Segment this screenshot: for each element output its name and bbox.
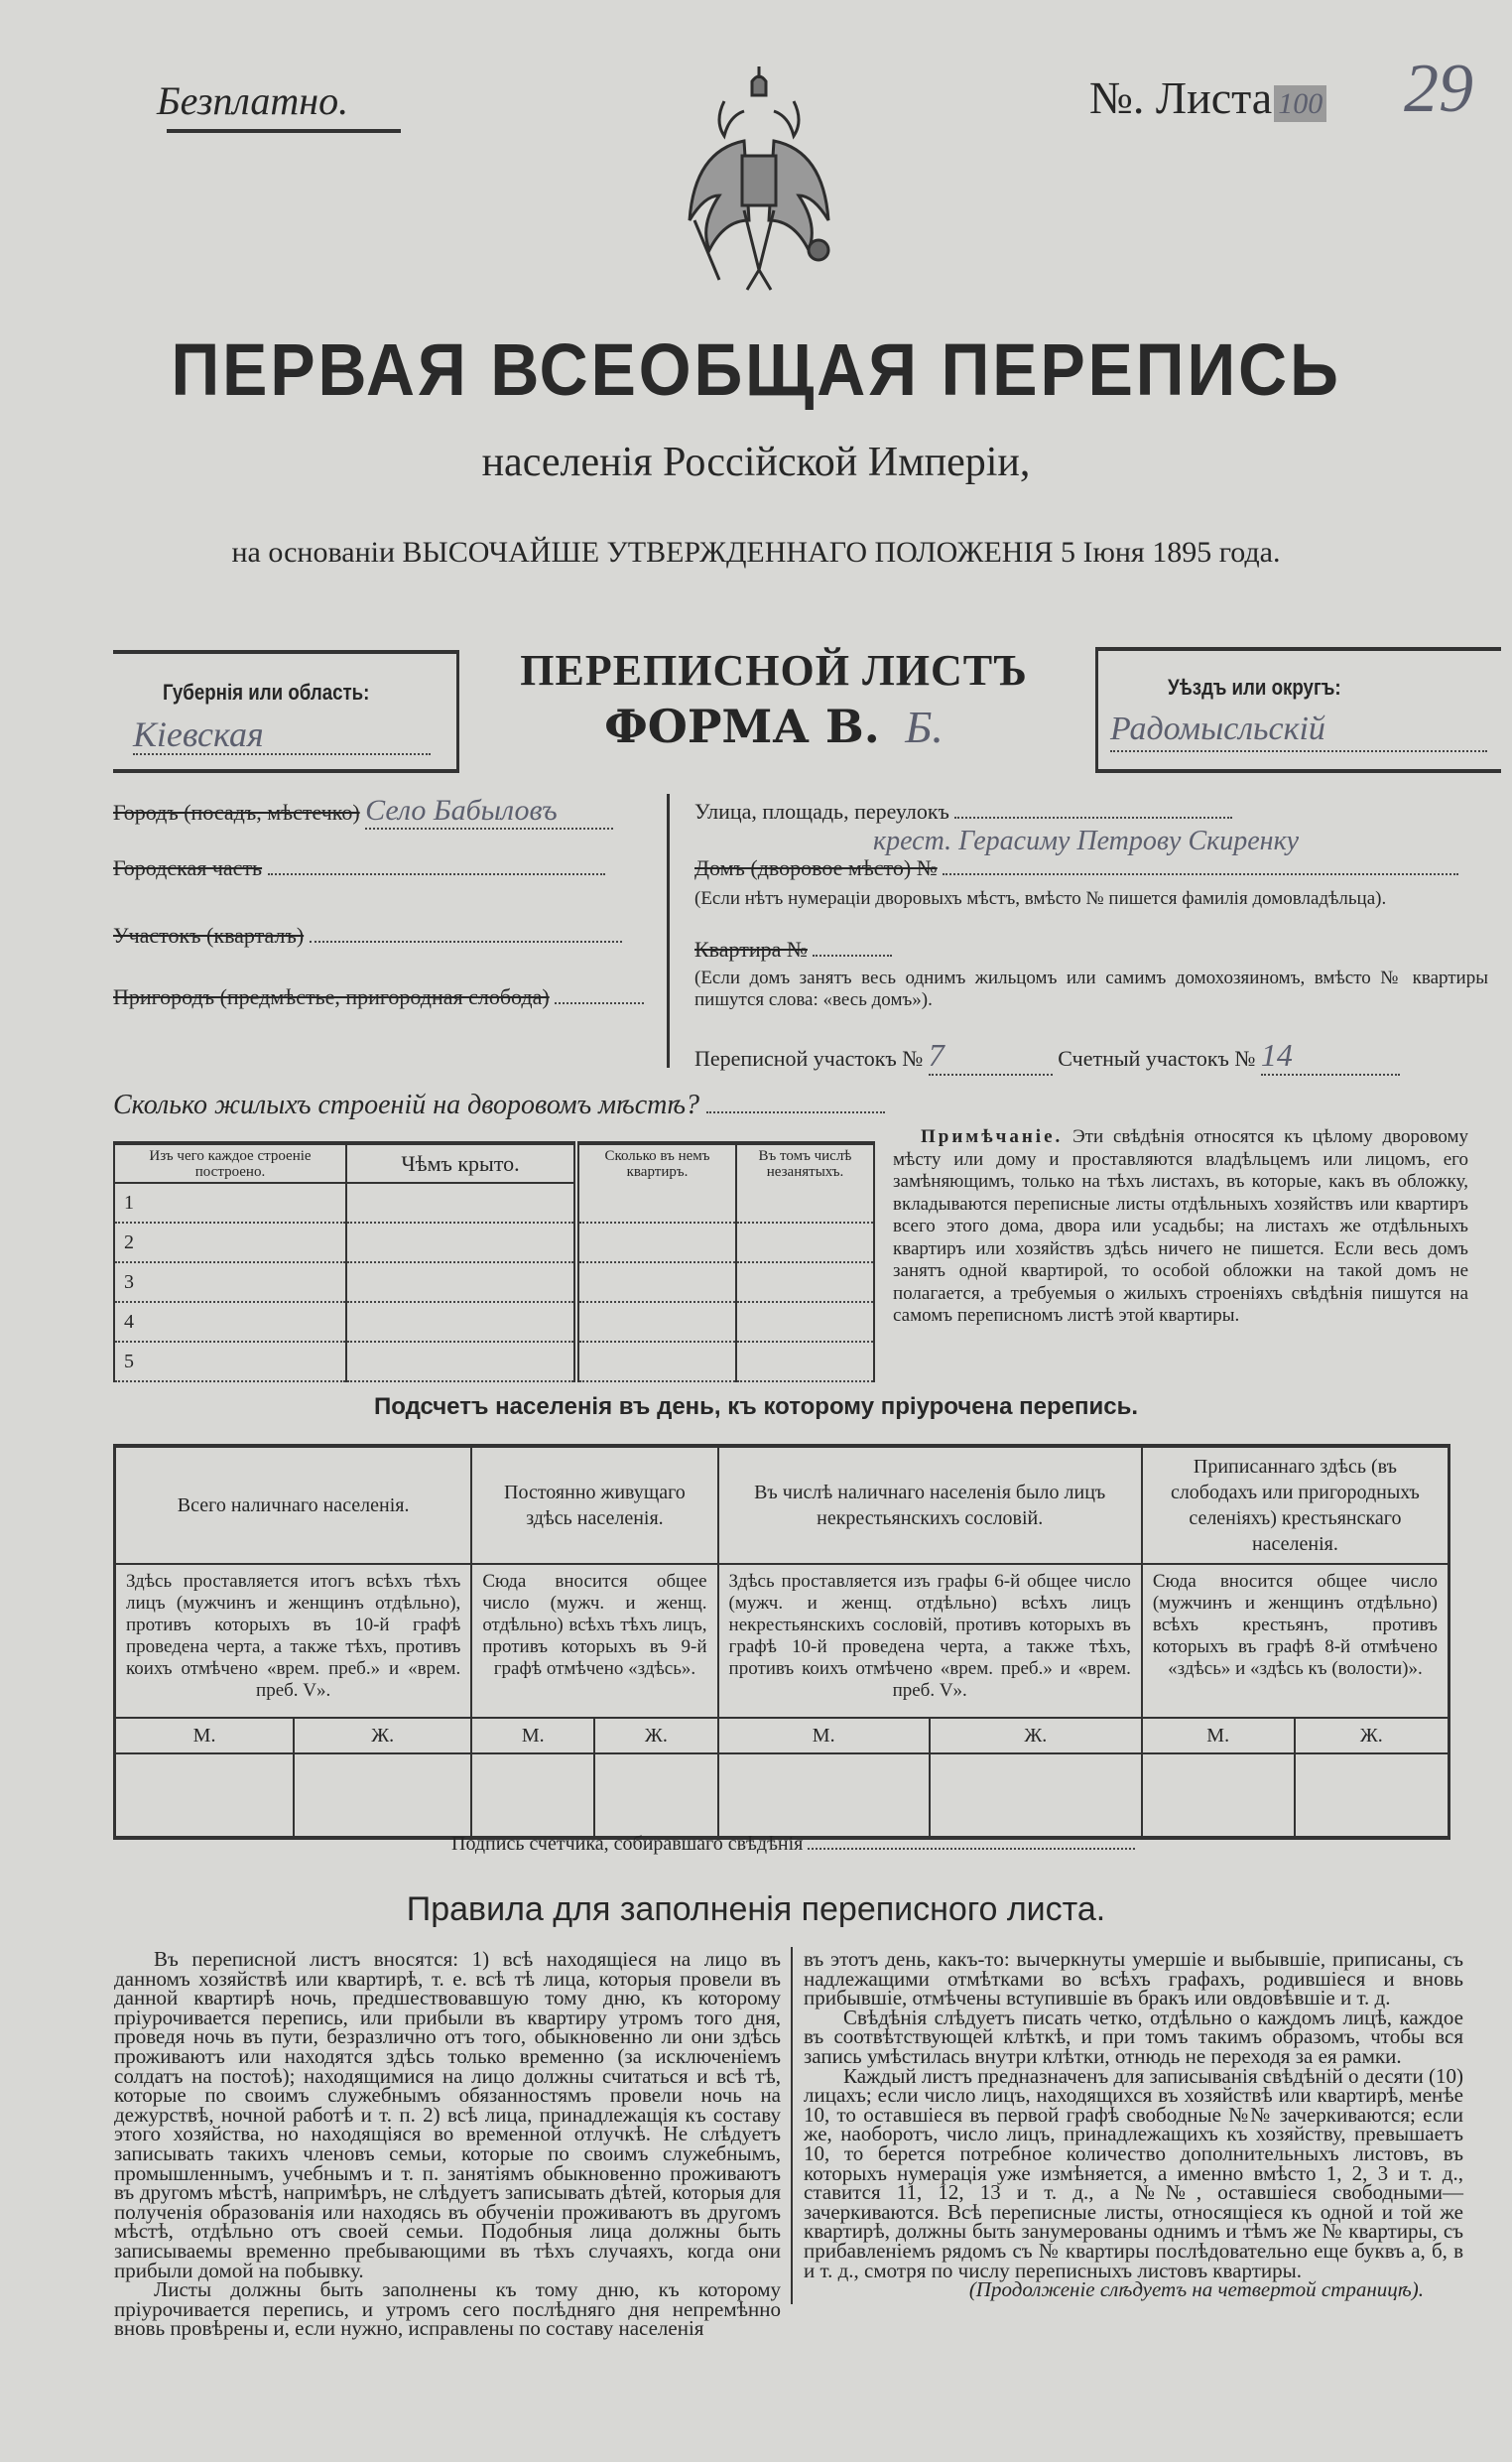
quarter-row [113,921,622,949]
form-handwritten: Б. [905,702,944,752]
census-district-label: Переписной участокъ № [694,1046,924,1071]
apartment-label: Квартира № [694,937,808,962]
street-field[interactable] [954,797,1232,819]
buildings-count-field[interactable] [706,1094,885,1113]
buildings-cell-vacant[interactable] [736,1262,874,1302]
rules-continued: (Продолженіе слѣдуетъ на четвертой страницѣ). [968,2277,1424,2302]
house-field[interactable] [943,853,1458,875]
uezd-box [1095,647,1501,773]
apartment-field[interactable] [813,935,892,957]
buildings-cell-vacant[interactable] [736,1302,874,1342]
count-column-header: Приписаннаго здѣсь (въ слободахъ или пригородныхъ селеніяхъ) крестьянскаго населенія. [1142,1446,1449,1564]
suburb-row [113,982,644,1010]
buildings-cell-material[interactable] [114,1183,346,1223]
quarter-label: Участокъ (кварталъ) [113,923,305,948]
page-number-handwritten: 29 [1404,51,1473,127]
form-label-row [466,700,1081,753]
gubernia-field[interactable]: Кіевская [133,713,431,755]
buildings-cell-roof[interactable] [346,1342,576,1381]
buildings-cell-apartments[interactable] [576,1223,736,1262]
census-district-row [694,1037,1400,1076]
note-text: Эти свѣдѣнія относятся къ цѣлому дворовому мѣсту или дому и проставляются владѣльцемъ или лицомъ, его замѣняющимъ, только на тѣхъ листахъ, въ которые, какъ въ обложку, вкладываются переписные листы отдѣльныхъ хозяйствъ или квартиръ всего этого дома, двора или усадьбы; на листахъ же отдѣльныхъ квартиръ или хозяйствъ здѣсь ничего не пишется. Если весь домъ занятъ одной квартирой, то особой обложки на такой домъ не полагается, а требуемыя о жилыхъ строеніяхъ свѣдѣнія пишутся на самомъ переписномъ листѣ этой квартиры. [893,1126,1468,1326]
count-district-field[interactable]: 14 [1261,1037,1400,1076]
district-row [113,853,605,881]
buildings-cell-vacant[interactable] [736,1223,874,1262]
rules-paragraph: Листы должны быть заполнены къ тому дню, къ которому пріурочивается перепись, и утромъ сего послѣдняго дня непремѣнно вновь провѣрены и, если нужно, исправлены по составу населенія [114,2277,781,2341]
buildings-cell-roof[interactable] [346,1183,576,1223]
house-note: (Если нѣтъ нумераціи дворовыхъ мѣстъ, вмѣсто № пишется фамилія домовладѣльца). [694,888,1387,909]
count-female-value-cell[interactable] [294,1753,471,1838]
buildings-cell-apartments[interactable] [576,1262,736,1302]
sheet-number-label: №. Листа [1089,72,1273,123]
census-title: ПЕРВАЯ ВСЕОБЩАЯ ПЕРЕПИСЬ [171,328,1341,411]
count-female-header: Ж. [1295,1718,1449,1753]
house-label: Домъ (дворовое мѣсто) № [694,855,938,880]
signature-field[interactable] [808,1832,1135,1850]
buildings-cell-material[interactable] [114,1223,346,1262]
buildings-header-roof: Чѣмъ крыто. [346,1143,576,1183]
count-column-description: Сюда вносится общее число (мужч. и женщ. отдѣльно) всѣхъ тѣхъ лицъ, противъ которыхъ въ 9-й графѣ отмѣчено «здѣсь». [471,1564,717,1718]
row-number: 3 [124,1270,134,1293]
census-district-field[interactable]: 7 [929,1037,1053,1076]
count-column-header: Въ числѣ наличнаго населенія было лицъ некрестьянскихъ сословій. [718,1446,1142,1564]
count-table [113,1444,1450,1840]
district-field[interactable] [268,853,605,875]
imperial-eagle-emblem [675,62,843,295]
row-number: 2 [124,1231,134,1253]
buildings-table [113,1141,875,1382]
uezd-field[interactable]: Радомысльскій [1110,711,1487,752]
buildings-row [114,1342,874,1381]
buildings-cell-apartments[interactable] [576,1342,736,1381]
count-male-value-cell[interactable] [1142,1753,1295,1838]
free-underline [167,129,401,133]
buildings-cell-apartments[interactable] [576,1183,736,1223]
buildings-question-label: Сколько жилыхъ строеній на дворовомъ мѣстѣ? [113,1090,700,1120]
count-title: Подсчетъ населенія въ день, къ которому пріурочена перепись. [374,1393,1138,1420]
street-label: Улица, площадь, переулокъ [694,799,949,824]
street-row [694,797,1232,825]
rules-right-column [804,1947,1463,2302]
city-field[interactable]: Село Бабыловъ [365,794,613,830]
row-number: 4 [124,1310,134,1333]
count-male-header: М. [115,1718,295,1753]
buildings-question [113,1090,885,1121]
rules-left-column [114,1947,781,2341]
count-female-header: Ж. [594,1718,717,1753]
census-subtitle: населенія Россійской Имперіи, [481,440,1031,485]
free-label: Безплатно. [157,78,349,123]
count-column-description: Здѣсь проставляется изъ графы 6-й общее число (мужч. и женщ. отдѣльно) всѣхъ лицъ некрестьянскихъ сословій, противъ которыхъ въ графѣ 10-й проведена черта, а также тѣхъ, противъ коихъ отмѣчено «врем. преб.» и «врем. преб. V». [718,1564,1142,1718]
count-column-header: Постоянно живущаго здѣсь населенія. [471,1446,717,1564]
count-male-header: М. [1142,1718,1295,1753]
rules-paragraph: Свѣдѣнія слѣдуетъ писать четко, отдѣльно о каждомъ лицѣ, каждое въ соотвѣтствующей клѣткѣ, и при томъ такимъ образомъ, чтобы вся запись умѣстилась внутри клѣтки, отнюдь не переходя за ея рамки. [804,2005,1463,2068]
city-row [113,794,613,830]
apartment-row [694,935,892,963]
count-male-value-cell[interactable] [471,1753,594,1838]
buildings-cell-vacant[interactable] [736,1342,874,1381]
buildings-row [114,1262,874,1302]
note-title: Примѣчаніе. [921,1126,1064,1147]
count-column-description: Сюда вносится общее число (мужчинъ и женщинъ отдѣльно) всѣхъ крестьянъ, противъ которыхъ въ графѣ 8-й отмѣчено «здѣсь» и «здѣсь къ (волости)». [1142,1564,1449,1718]
quarter-field[interactable] [310,921,622,943]
count-column-description: Здѣсь проставляется итогъ всѣхъ тѣхъ лицъ (мужчинъ и женщинъ отдѣльно), противъ которыхъ въ 10-й графѣ проведена черта, а также тѣхъ, противъ коихъ отмѣчено «врем. преб.» и «врем. преб. V». [115,1564,472,1718]
buildings-cell-roof[interactable] [346,1223,576,1262]
count-female-header: Ж. [294,1718,471,1753]
buildings-cell-material[interactable] [114,1302,346,1342]
house-row [694,853,1458,881]
rules-paragraph: Каждый листъ предназначенъ для записыванія свѣдѣній о десяти (10) лицахъ; если число лицъ, находящихся въ хозяйствѣ или квартирѣ, менѣе 10, то оставшіеся въ первой графѣ свободные №№ зачеркиваются; если же, наоборотъ, число лицъ, принадлежащихъ къ хозяйству, превышаетъ 10, то берется потребное количество дополнительныхъ листовъ, въ которыхъ нумерація уже измѣняется, а именно вмѣсто 1, 2, 3 и т. д., ставится 11, 12, 13 и т. д., а №№, оставшіеся свободными—зачеркиваются. Всѣ переписные листы, относящіеся къ одной и той же квартирѣ, должны быть занумерованы однимъ и тѣмъ же № квартиры, съ прибавленіемъ рядомъ съ № квартиры послѣдовательно еще буквъ а, б, в и т. д., смотря по числу переписныхъ листовъ квартиры. [804,2063,1463,2282]
count-female-value-cell[interactable] [1295,1753,1449,1838]
form-label: ФОРМА В. [604,700,880,753]
buildings-cell-roof[interactable] [346,1262,576,1302]
signature-row [451,1832,1135,1856]
buildings-header-material: Изъ чего каждое строеніе построено. [114,1143,346,1183]
district-label: Городская часть [113,855,263,880]
city-label: Городъ (посадъ, мѣстечко) [113,800,360,825]
buildings-cell-vacant[interactable] [736,1183,874,1223]
signature-label: Подпись счетчика, собиравшаго свѣдѣнія [451,1833,804,1855]
suburb-field[interactable] [555,982,644,1004]
suburb-label: Пригородъ (предмѣстье, пригородная слобода) [113,984,550,1009]
census-basis: на основаніи ВЫСОЧАЙШЕ УТВЕРЖДЕННАГО ПОЛОЖЕНІЯ 5 Іюня 1895 года. [231,536,1281,569]
buildings-row [114,1302,874,1342]
rules-title: Правила для заполненія переписного листа. [406,1890,1106,1928]
note-block [893,1126,1468,1328]
rules-column-divider [791,1947,793,2304]
sheet-number [1089,71,1326,124]
rules-paragraph: Въ переписной листъ вносятся: 1) всѣ находящіеся на лицо въ данномъ хозяйствѣ или квартирѣ, т. е. всѣ тѣ лица, которыя провели въ данной квартирѣ ночь, предшествовавшую тому дню, къ которому пріурочивается перепись, или прибыли въ квартиру утромъ того дня, проведя ночь въ пути, безразлично отъ того, обыкновенно ли они здѣсь проживаютъ или находятся здѣсь только временно (за исключеніемъ солдатъ на постоѣ); находящимися на лицо должны считаться и всѣ тѣ, которые по своимъ служебнымъ обязанностямъ провели ночь на дежурствѣ, ночной работѣ и т. п. 2) всѣ лица, принадлежащія къ составу этого хозяйства, но находящіяся во временной отлучкѣ. Не слѣдуетъ записывать такихъ членовъ семьи, которые по своимъ служебнымъ, промышленнымъ, учебнымъ и т. п. занятіямъ обыкновенно проживаютъ въ другомъ мѣстѣ, напримѣръ, не слѣдуетъ записывать дѣтей, которыя для полученія образованія или находясь въ обученіи проживаютъ въ другомъ мѣстѣ, отдѣльно отъ своей семьи. Подобныя лица должны быть записываемы временно пребывающими въ тѣхъ случаяхъ, когда они прибыли домой на побывку. [114,1947,781,2282]
gubernia-box [113,650,459,773]
rules-paragraph: въ этотъ день, какъ-то: вычеркнуты умершіе и выбывшіе, приписаны, съ надлежащими отмѣтками во всѣхъ графахъ, родившіеся и вновь прибывшіе, отмѣчены вступившіе въ бракъ или овдовѣвшіе и т. д. [804,1947,1463,2010]
count-male-header: М. [718,1718,930,1753]
count-male-value-cell[interactable] [115,1753,295,1838]
gubernia-label: Губернія или область: [163,680,370,705]
buildings-header-apartments: Сколько въ немъ квартиръ. [576,1143,736,1183]
count-female-value-cell[interactable] [930,1753,1142,1838]
buildings-row [114,1223,874,1262]
buildings-cell-apartments[interactable] [576,1302,736,1342]
buildings-cell-material[interactable] [114,1342,346,1381]
buildings-cell-roof[interactable] [346,1302,576,1342]
uezd-label: Уѣздъ или округъ: [1168,675,1341,700]
count-female-value-cell[interactable] [594,1753,717,1838]
apartment-note: (Если домъ занятъ весь однимъ жильцомъ или самимъ домохозяиномъ, вмѣсто № квартиры пишутся слова: «весь домъ»). [694,968,1488,1010]
count-male-value-cell[interactable] [718,1753,930,1838]
address-divider [667,794,670,1068]
sheet-title-label: ПЕРЕПИСНОЙ ЛИСТЪ [520,646,1028,695]
sheet-number-value: 100 [1274,85,1326,122]
row-number: 1 [124,1191,134,1214]
sheet-title [466,645,1081,753]
count-district-label: Счетный участокъ № [1058,1046,1256,1071]
count-male-header: М. [471,1718,594,1753]
row-number: 5 [124,1350,134,1372]
street-value: крест. Герасиму Петрову Скиренку [873,826,1300,856]
buildings-header-vacant: Въ томъ числѣ незанятыхъ. [736,1143,874,1183]
count-column-header: Всего наличнаго населенія. [115,1446,472,1564]
count-female-header: Ж. [930,1718,1142,1753]
buildings-cell-material[interactable] [114,1262,346,1302]
buildings-row [114,1183,874,1223]
